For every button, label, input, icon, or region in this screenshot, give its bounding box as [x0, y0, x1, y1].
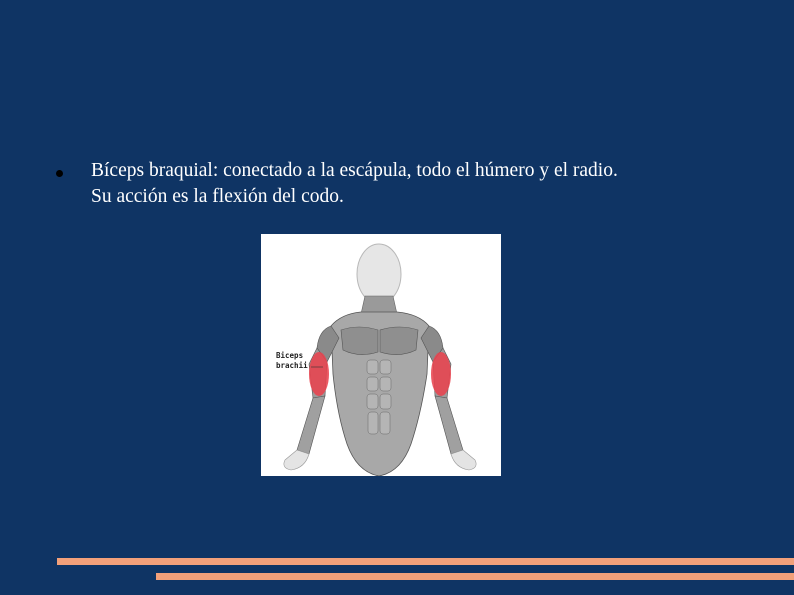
bullet-line-1: Bíceps braquial: conectado a la escápula, todo el húmero y el radio.: [91, 160, 618, 181]
right-biceps-highlight: [431, 352, 451, 396]
figure-label: Biceps brachii: [276, 351, 308, 370]
accent-bar-bottom: [156, 573, 794, 580]
bullet-line-2: Su acción es la flexión del codo.: [91, 186, 344, 207]
accent-bar-top: [57, 558, 794, 565]
anatomy-figure: [261, 234, 501, 476]
left-biceps-highlight: [309, 352, 329, 396]
bullet-dot-icon: [56, 170, 63, 177]
bullet-text: [91, 158, 781, 210]
